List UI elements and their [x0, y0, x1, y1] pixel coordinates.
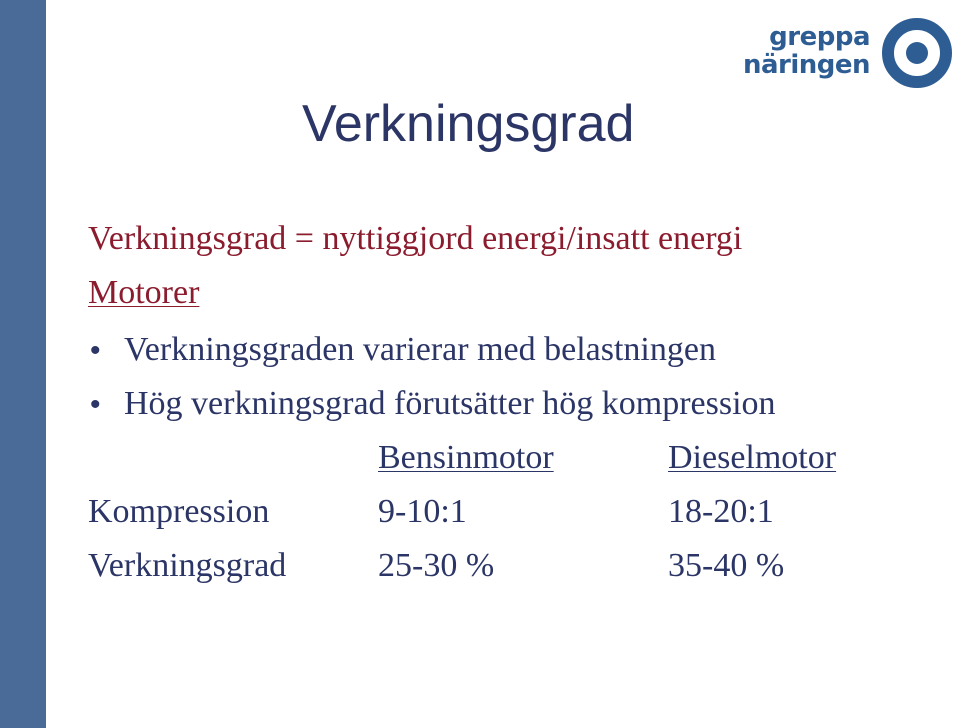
table-row-label: Verkningsgrad: [88, 547, 287, 584]
table-cell: 18-20:1: [668, 493, 774, 530]
table-cell: 9-10:1: [378, 493, 467, 530]
logo-ring-icon: [880, 16, 954, 90]
table-cell: 35-40 %: [668, 547, 785, 584]
accent-side-bar: [0, 0, 46, 728]
table-row-label: Kompression: [88, 493, 270, 530]
bullet-item: Verkningsgraden varierar med belastningen: [124, 331, 716, 368]
table-cell: 25-30 %: [378, 547, 495, 584]
logo-line-1: greppa: [769, 22, 870, 52]
table-header-bensinmotor: Bensinmotor: [378, 439, 554, 476]
definition-text: Verkningsgrad = nyttiggjord energi/insatt energi: [88, 220, 743, 257]
greppa-naringen-logo: [742, 14, 956, 94]
logo-line-2: näringen: [742, 50, 870, 80]
bullet-marker: •: [90, 388, 101, 421]
bullet-item: Hög verkningsgrad förutsätter hög kompression: [124, 385, 776, 422]
section-heading: Motorer: [88, 274, 200, 311]
table-header-dieselmotor: Dieselmotor: [668, 439, 837, 476]
slide-title: Verkningsgrad: [302, 95, 635, 153]
bullet-marker: •: [90, 334, 101, 367]
